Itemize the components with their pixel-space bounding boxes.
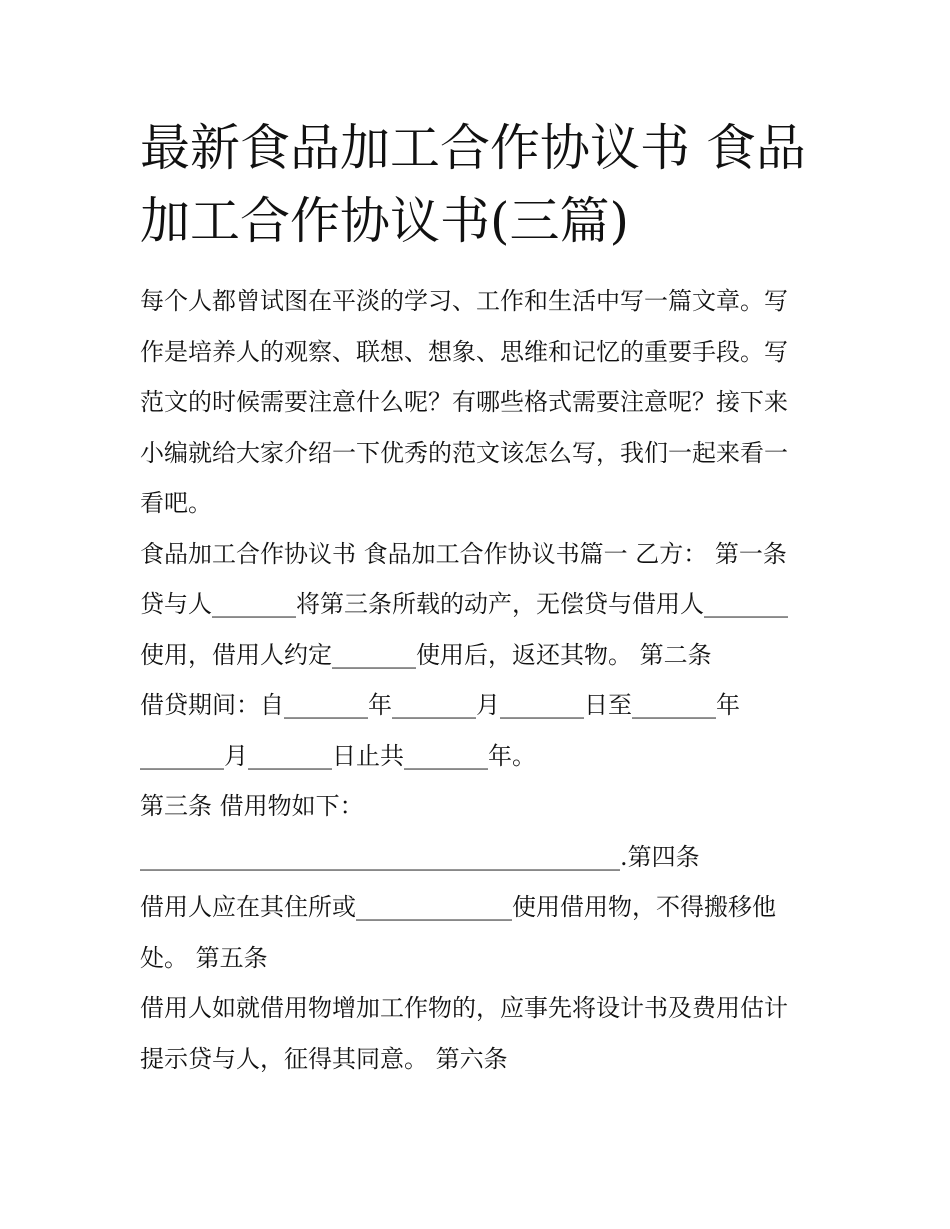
paragraph-line: 作是培养人的观察、联想、想象、思维和记忆的重要手段。写 xyxy=(140,337,788,366)
paragraph-line: _______月_______日止共_______年。 xyxy=(140,741,536,770)
document-title xyxy=(140,112,830,258)
title-line: 加工合作协议书(三篇) xyxy=(140,192,630,250)
paragraph-line: 处。 第五条 xyxy=(140,943,268,972)
paragraph-line: 提示贷与人，征得其同意。 第六条 xyxy=(140,1044,508,1073)
paragraph-line: 贷与人_______将第三条所载的动产，无偿贷与借用人_______ xyxy=(140,590,788,618)
title-line: 最新食品加工合作协议书 食品 xyxy=(140,119,806,177)
paragraph-line: 每个人都曾试图在平淡的学习、工作和生活中写一篇文章。写 xyxy=(140,287,788,315)
paragraph-line: 范文的时候需要注意什么呢？有哪些格式需要注意呢？接下来 xyxy=(140,388,788,416)
paragraph-line: 使用，借用人约定_______使用后，返还其物。 第二条 xyxy=(140,640,712,669)
paragraph-line: 借贷期间：自_______年_______月_______日至_______年 xyxy=(140,691,740,719)
paragraph-line: 食品加工合作协议书 食品加工合作协议书篇一 乙方： 第一条 xyxy=(140,539,787,568)
paragraph-line: 借用人应在其住所或_____________使用借用物，不得搬移他 xyxy=(140,893,776,921)
paragraph-line: 借用人如就借用物增加工作物的，应事先将设计书及费用估计 xyxy=(140,994,788,1022)
paragraph-line: ________________________________________.第四条 xyxy=(140,842,700,871)
paragraph-line: 小编就给大家介绍一下优秀的范文该怎么写，我们一起来看一 xyxy=(140,438,788,467)
document-body xyxy=(140,276,840,1084)
paragraph-line: 看吧。 xyxy=(140,489,212,517)
paragraph-line: 第三条 借用物如下： xyxy=(140,792,364,820)
